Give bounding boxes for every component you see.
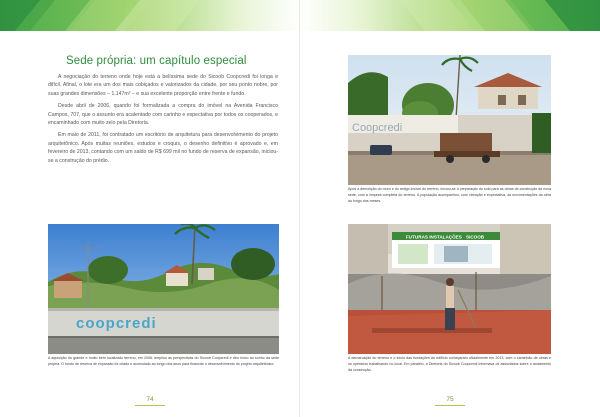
article-title: Sede própria: um capítulo especial: [66, 55, 247, 67]
sign-brand-text: SICOOB: [466, 234, 485, 240]
article-body: [48, 73, 278, 169]
page-number: 74: [146, 396, 154, 403]
photo-caption: A aquisição do grande e muito bem localizado terreno, em 2006, ampliou as perspectivas do Sicoob Coopcredi e deu início ao sonho da sede própria. O fundo de reserva de expansão foi criado e acumulado ao longo dos anos para financiar o desenvolvimento do projeto arquitetônico.: [48, 356, 279, 366]
page-number-rule: [435, 405, 465, 406]
street-lot-photo: [48, 224, 279, 354]
sign-title-text: FUTURAS INSTALAÇÕES: [406, 234, 462, 240]
wall-logo-text: coopcredi: [76, 315, 157, 332]
page-number: 75: [446, 396, 454, 403]
site-wall-logo-text: Coopcredi: [352, 122, 403, 134]
header-band-left: [0, 0, 300, 31]
header-band-right: [300, 0, 600, 31]
page-number-rule: [135, 405, 165, 406]
site-works-photo: [348, 224, 551, 354]
bottom-photo-caption: A demarcação do terreno e o início das fundações do edifício começaram oficialmente em 2013, com o caminhão de obras e os operários trabalhando no local. Em paralelo, a Diretoria do Sicoob Coopcredi informava os associados sobre o andamento da construção.: [348, 356, 551, 372]
top-photo-caption: Após a demolição do muro e do antigo imóvel do terreno, iniciou-se a preparação do solo para as obras de construção da nova sede, com a limpeza completa do terreno. A população acompanhou, com vibração e expectativa, as movimentações da obra ao longo dos meses.: [348, 187, 551, 203]
paragraph: A negociação do terreno onde hoje está a belíssima sede do Sicoob Coopcredi foi longa e difícil. Afinal, o lote era um dos mais cobiçados e valorizados da cidade, por seu ponto nobre, por suas grandes dimensões – 1.147m² – e sua excelente proporção entre frente e fundo.: [48, 74, 278, 97]
paragraph: Desde abril de 2006, quando foi formalizada a compra do imóvel na Avenida Francisco Campos, 707, que o assunto era acalentado com carinho e expectativa por todos os cooperados, e encaminhado com muito zelo pela Diretoria.: [48, 103, 278, 127]
paragraph: Em maio de 2011, foi contratado um escritório de arquitetura para desenvolvimento do projeto arquitetônico. Após muitas reuniões, estudos e croquis, o desenho definitivo é aprovado e, em fevereiro de 2013, contando com um saldo de R$ 699 mil no fundo de reserva de expansão, iniciou-se a construção do prédio.: [48, 132, 278, 164]
right-page: [300, 0, 600, 417]
construction-site-photo: [348, 55, 551, 185]
